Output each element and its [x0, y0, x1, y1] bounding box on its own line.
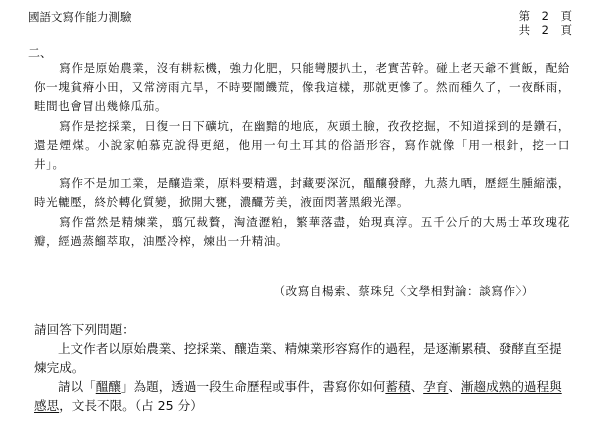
separator: 、 [410, 379, 424, 394]
passage-paragraph: 寫作是原始農業，沒有耕耘機，強力化肥，只能彎腰扒土，老實苦幹。碰上老天爺不賞飯，配給你一塊貧瘠小田，又常滂雨亢旱，不時要鬧饑荒，像我這樣，那就更慘了。然而種久了，一夜酥雨，畦間也會冒出幾條瓜茄。 [34, 61, 570, 114]
question-text: ，文長不限。（占 25 分） [59, 398, 203, 413]
keyword-maturing-process: 漸趨成熟的過程 [460, 379, 550, 394]
reading-passage [34, 59, 570, 251]
exam-title: 國語文寫作能力測驗 [28, 10, 132, 24]
keyword-accumulate: 蓄積 [385, 379, 411, 394]
keyword-nurture: 孕育 [423, 379, 449, 394]
question-paragraph-2 [34, 377, 574, 415]
passage-paragraph: 寫作不是加工業，是釀造業，原料要精選，封藏要深沉，醞釀發酵，九蒸九晒，歷經生腫縮漲，時光轆壓，終於轉化質變，掀開大甕，濃釅芳美，液面閃著黑緞光澤。 [34, 176, 570, 210]
question-text: 請以「 [57, 379, 96, 394]
page-total: 共 2 頁 [518, 23, 572, 37]
question-section [34, 320, 574, 415]
page-current: 第 2 頁 [518, 9, 572, 23]
passage-paragraph: 寫作是挖採業，日復一日下礦坑，在幽黯的地底，灰頭土臉，孜孜挖掘，不知道採到的是鑽石，還是煙煤。小說家帕慕克說得更絕，他用一句土耳其的俗語形容，寫作就像「用一根針，挖一口井」。 [34, 118, 570, 172]
page-number-block [519, 9, 572, 37]
section-number: 二、 [28, 46, 53, 60]
separator: 、 [448, 379, 461, 394]
question-paragraph-1: 上文作者以原始農業、挖採業、釀造業、精煉業形容寫作的過程，是逐漸累積、發酵直至提煉完成。 [34, 341, 562, 375]
passage-paragraph: 寫作當然是精煉業，翦冗裁贅，淘渣瀝粕，繁華落盡，始現真淳。五千公斤的大馬士革玫瑰花瓣，經過蒸餾萃取，油壓冷榨，煉出一升精油。 [34, 214, 570, 248]
question-text: 」為題，透過一段生命歷程或事件，書寫你如何 [120, 379, 386, 394]
question-prompt: 請回答下列問題： [34, 322, 135, 337]
essay-topic: 醞釀 [95, 379, 121, 394]
passage-citation: （改寫自楊索、蔡珠兒〈文學相對論：談寫作〉） [273, 284, 534, 298]
keyword-reflections: 與感思 [34, 379, 562, 413]
